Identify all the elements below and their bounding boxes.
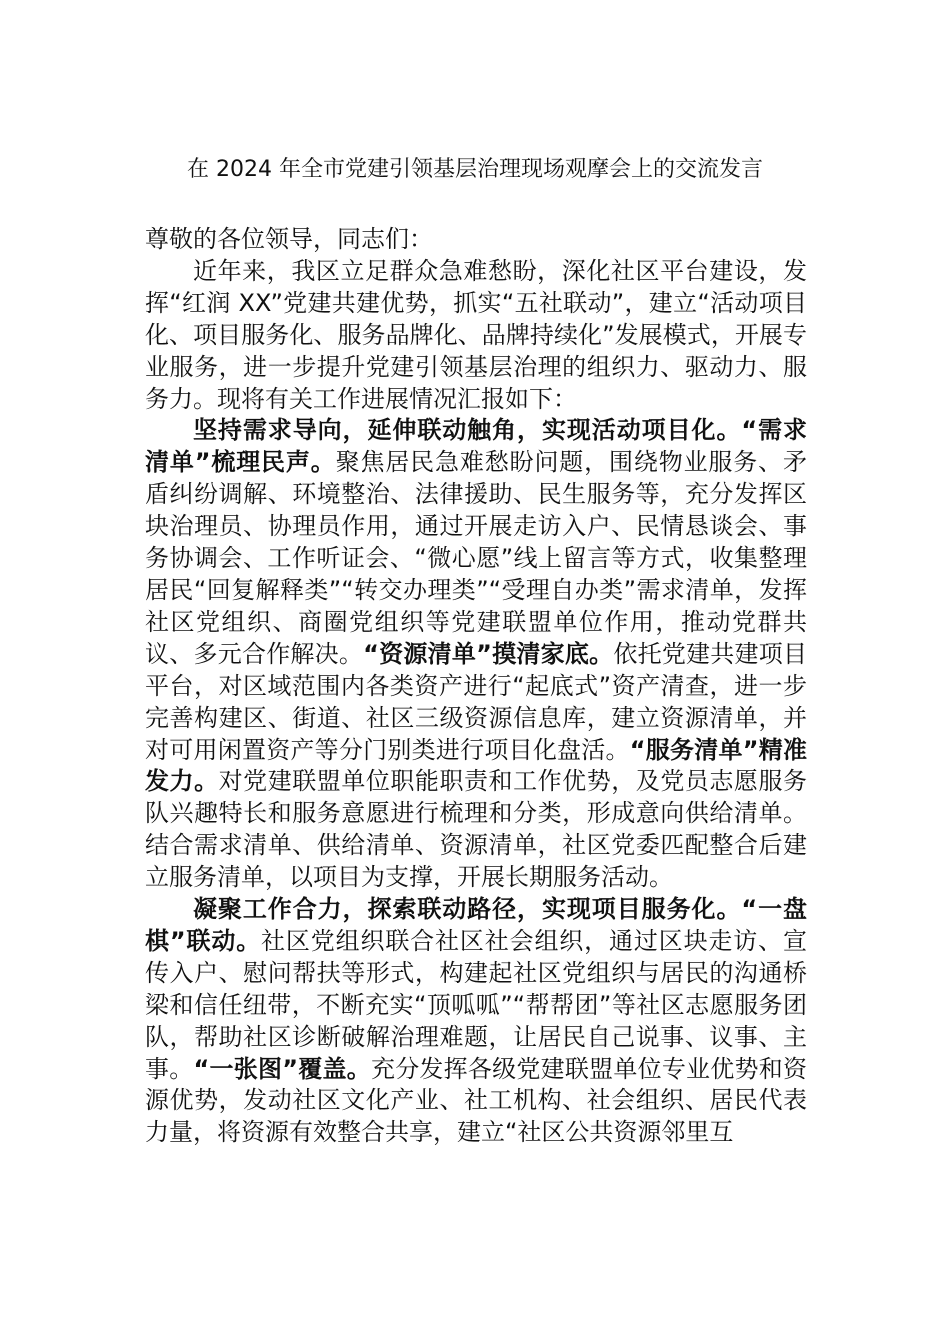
paragraph-text: 对党建联盟单位职能职责和工作优势，及党员志愿服务队兴趣特长和服务意愿进行梳理和分类，形成意向供给清单。结合需求清单、供给清单、资源清单，社区党委匹配整合后建立服务清单，以项目为支撑，开展长期服务活动。 [145,767,808,892]
paragraph-text: 近年来，我区立足群众急难愁盼，深化社区平台建设，发挥“红润 XX”党建共建优势，抓实“五社联动”，建立“活动项目化、项目服务化、服务品牌化、品牌持续化”发展模式，开展专业服务，进一步提升党建引领基层治理的组织力、驱动力、服务力。现将有关工作进展情况汇报如下： [145,256,807,413]
paragraph-project-services [145,894,807,1149]
document-body [145,224,807,1149]
section-heading: 坚持需求导向，延伸联动触角，实现活动项目化。“需求清单”梳理民声。 [145,416,807,477]
paragraph-activity-projects [145,415,807,894]
document-title: 在 2024 年全市党建引领基层治理现场观摩会上的交流发言 [187,157,763,182]
subheading: “资源清单”摸清家底。 [363,639,614,668]
paragraph-text: 充分发挥各级党建联盟单位专业优势和资源优势，发动社区文化产业、社工机构、社会组织、居民代表力量，将资源有效整合共享，建立“社区公共资源邻里互 [145,1054,808,1147]
section-heading: 凝聚工作合力，探索联动路径，实现项目服务化。“一盘棋”联动。 [145,895,807,955]
salutation: 尊敬的各位领导，同志们： [145,225,433,253]
paragraph-intro [145,256,807,416]
paragraph-text: 依托党建共建项目平台，对区域范围内各类资产进行“起底式”资产清查，进一步完善构建区、街道、社区三级资源信息库，建立资源清单，并对可用闲置资产等分门别类进行项目化盘活。 [145,639,808,764]
paragraph-text: 社区党组织联合社区社会组织，通过区块走访、宣传入户、慰问帮扶等形式，构建起社区党组织与居民的沟通桥梁和信任纽带，不断充实“顶呱呱”“帮帮团”等社区志愿服务团队，帮助社区诊断破解治理难题，让居民自己说事、议事、主事。 [145,926,807,1083]
subheading: “一张图”覆盖。 [193,1054,371,1083]
subheading: “服务清单”精准发力。 [145,735,808,796]
paragraph-text: 聚焦居民急难愁盼问题，围绕物业服务、矛盾纠纷调解、环境整治、法律援助、民生服务等，充分发挥区块治理员、协理员作用，通过开展走访入户、民情恳谈会、事务协调会、工作听证会、“微心愿”线上留言等方式，收集整理居民“回复解释类”“转交办理类”“受理自办类”需求清单，发挥社区党组织、商圈党组织等党建联盟单位作用，推动党群共议、多元合作解决。 [145,448,807,668]
